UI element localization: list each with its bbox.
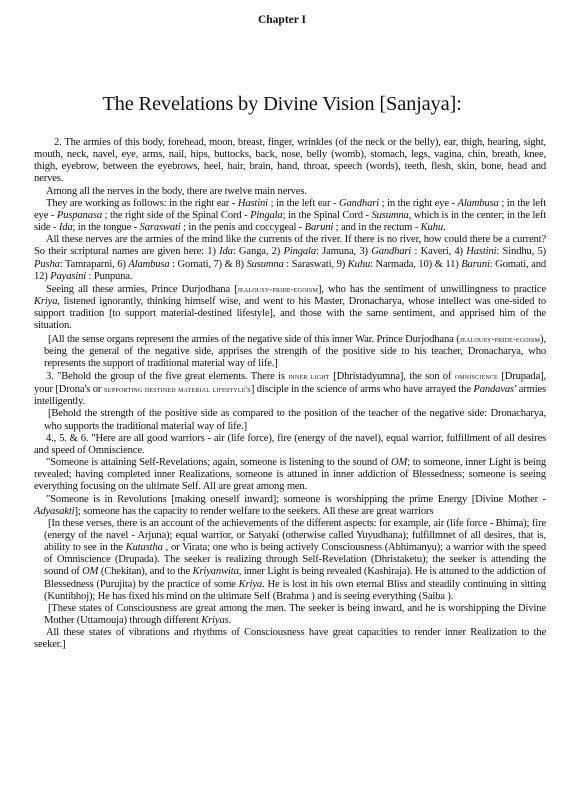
text-run: ], who has the sentiment of unwillingness to practice (318, 283, 547, 295)
text-run: 2. The armies of this body, forehead, moon, breast, finger, wrinkles (of the neck or the belly), ear, thigh, hearing, sight, mouth, neck, navel, eye, arms, nail, hips, buttocks, back, nose, belly (womb), stomach, legs, vagina, chin, breath, knee, thigh, eyebrow, between the eyebrows, heel, hair, brain, hand, throat, speech (words), teeth, flesh, skin, bone, head and nerves. (34, 137, 546, 185)
text-run: [In these verses, there is an account of the achievements of the different aspects: for example, air (life force - Bhima); fire (energy of the navel - Arjuna); equal warrior, or Satyaki (otherwise called Yuyudhana); fulfillmnet of all desires, that is, ability to see in the (44, 517, 546, 554)
text-run: [Drupada], your [Drona's or (34, 370, 547, 396)
text-run: : Kaveri, 4) (411, 246, 467, 258)
text-run: [These states of Consciousness are great among the men. The seeker is being inward, and he is worshipping the Divine Mother (Uttamouja) through different (44, 602, 546, 627)
text-run: : Punpuna. (86, 270, 133, 282)
italic-term: Kriya (238, 578, 263, 590)
text-run: , inner Light is being revealed (Kashiraja). He is attuned to the addiction of Blessedness (Purujita) by the practice of some (44, 566, 546, 590)
italic-term: Alambusa (128, 258, 170, 270)
italic-term: Pingala (250, 209, 283, 221)
text-run: ; in the left ear - (267, 197, 339, 209)
text-run: They are working as follows: in the right ear - (46, 197, 238, 209)
small-caps-term: jealousy-pride-egoism (237, 283, 318, 294)
text-run: ; and in the rectum - (333, 222, 421, 234)
text-run: "Someone is attaining Self-Revelations; again, someone is listening to the sound of (46, 457, 392, 469)
italic-term: Kriyas (201, 615, 229, 627)
chapter-heading: Chapter I (257, 14, 307, 26)
paragraph (34, 603, 546, 627)
text-run: : Narmada, 10) & 11) (370, 258, 462, 270)
italic-term: Baruni (304, 222, 334, 234)
text-run: : Tamraparni, 6) (59, 258, 129, 270)
text-run: Among all the nerves in the body, there are twelve main nerves. (46, 185, 307, 197)
text-run: ]; someone has the capacity to render welfare to the seekers. All these are great warriors (74, 505, 434, 517)
paragraph (34, 283, 546, 333)
text-run: : Sindhu, 5) (496, 246, 546, 258)
paragraph (34, 137, 546, 186)
paragraph (34, 518, 546, 603)
text-run: (Chekitan), and to the (98, 566, 193, 578)
small-caps-term: supporting destined material lifestyle's (103, 384, 251, 395)
text-run: "Someone is in Revolutions [making oneself inward]; someone is worshipping the prime Energy [Divine Mother - (46, 493, 546, 505)
text-run: : Jamuna, 3) (315, 246, 372, 258)
text-run: : Gomati, 7) & 8) (169, 258, 247, 270)
text-run: ; in the tongue - (72, 222, 140, 234)
italic-term: Kuhu (420, 222, 443, 234)
italic-term: Susumna (246, 258, 284, 270)
italic-term: Hastini (466, 246, 497, 258)
paragraph (34, 333, 546, 370)
italic-term: Pandavas' (473, 384, 517, 396)
italic-term: Susumna (371, 209, 409, 221)
text-run: , which is in the center; in the left side - (34, 209, 546, 234)
text-run: Seeing all these armies, Prince Durjodhana [ (46, 283, 238, 295)
text-run: ; in the right eye - (379, 197, 458, 209)
text-run: All these nerves are the armies of the mind like the currents of the river. If there is no river, how could there be a current? So their scriptural names are given here: 1) (34, 234, 546, 258)
paragraph (34, 433, 546, 457)
italic-term: Pingala (283, 246, 316, 258)
text-run: . (228, 615, 232, 627)
italic-term: Kuhu (347, 258, 371, 270)
italic-term: Hastini (237, 197, 268, 209)
text-run: ] disciple in the science of arms who have arrayed the (250, 384, 474, 396)
italic-term: Adyasakti (34, 505, 75, 517)
italic-term: Puspanasa (56, 209, 102, 221)
paragraph (34, 234, 546, 283)
text-run: [All the sense organs represent the armies of the negative side of this inner War. Prince Durjodhana ( (48, 333, 460, 345)
body-text (34, 137, 546, 652)
text-run: : Ganga, 2) (232, 246, 284, 258)
italic-term: Ida (58, 222, 73, 234)
paragraph (34, 494, 546, 518)
paragraph (34, 186, 546, 198)
paragraph (34, 627, 546, 651)
small-caps-term: inner light (288, 370, 330, 381)
text-run: ; to someone, inner Light is being revealed; having completed inner Realizations, someone is attuned in inner addiction of Blessedness; someone is seeing everything focusing on the ultimate Self. All are great among men. (34, 457, 546, 493)
small-caps-term: omniscience (454, 370, 498, 381)
text-run: [Behold the strength of the positive side as compared to the position of the teacher of the negative side: Dronacharya, who supports the traditional material way of life.] (44, 408, 546, 432)
italic-term: OM (391, 457, 408, 469)
italic-term: Gandhari (371, 246, 412, 258)
italic-term: Pusha (34, 258, 60, 270)
text-run: armies intelligently. (34, 384, 547, 408)
italic-term: Kutastha (125, 542, 163, 554)
text-run: ; the right side of the Spinal Cord - (101, 209, 251, 221)
text-run: ; in the Spinal Cord - (282, 209, 372, 221)
italic-term: Alambusa (457, 197, 499, 209)
text-run: 3. "Behold the group of the five great elements. There is (46, 370, 289, 382)
paragraph (34, 198, 546, 234)
text-run: . He is lost in his own eternal Bliss and steadily continuing in sitting (Kuntibhoj); He has fixed his mind on the ultimate Self (Brahma ) and is seeing everything (Saiba ). (44, 578, 546, 602)
italic-term: OM (82, 566, 99, 578)
paragraph (34, 370, 546, 408)
italic-term: Ida (219, 246, 233, 258)
text-run: ; in the penis and coccygeal - (180, 222, 305, 234)
page-title: The Revelations by Divine Vision [Sanjaya]: (102, 93, 462, 115)
text-run: 4., 5. & 6. "Here are all good warriors - air (life force), fire (energy of the navel), equal warrior, fulfillment of all desires and speed of Omniscience. (34, 432, 546, 456)
text-run: [Dhristadyumna], the son of (329, 370, 455, 382)
italic-term: Baruni (461, 258, 490, 270)
text-run: : Gomati, and 12) (34, 258, 546, 282)
paragraph (34, 408, 546, 432)
text-run: ), being the general of the negative side, apprises the strength of the positive side to his teacher, Dronacharya, who represents the support of traditional material way of life.] (44, 333, 546, 369)
italic-term: Payasini (50, 270, 87, 282)
text-run: . (442, 222, 446, 234)
text-run: : Saraswati, 9) (283, 258, 348, 270)
italic-term: Kriyanwita (192, 566, 239, 578)
text-run: , or Virata; one who is being actively Consciousness (Abhimanyu); a warrior with the speed of Omniscience (Drupada). The seeker is realizing through Self-Revelation (Dhristaketu); the seeker is attending the sound of (44, 542, 546, 578)
italic-term: Gandhari (338, 197, 379, 209)
small-caps-term: jealousy-pride-egoism (459, 333, 541, 344)
italic-term: Saraswati (139, 222, 181, 234)
text-run: , listened ignorantly, thinking himself wise, and went to his Master, Dronacharya, whose intellect was one-sided to support tradition [to support material-destined lifestyle], and those with the same sentiment, and apprised him of the situation. (34, 296, 546, 332)
text-run: ; in the left eye - (34, 197, 546, 221)
text-run: All these states of vibrations and rhythms of Consciousness have great capacities to render inner Realization to the seeker.] (34, 627, 546, 651)
italic-term: Kriya (34, 296, 58, 308)
paragraph (34, 457, 546, 493)
